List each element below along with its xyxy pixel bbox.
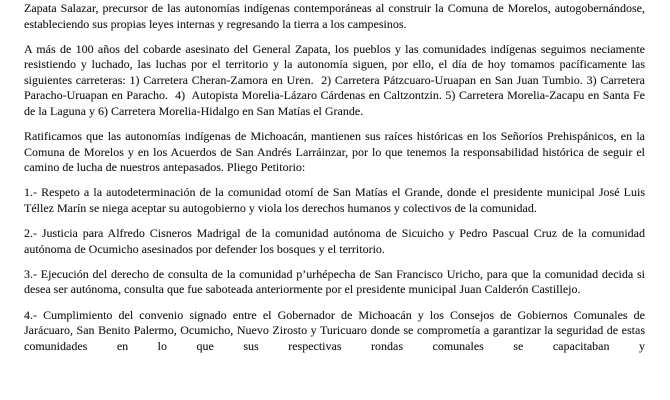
petition-item-4-convenio: 4.- Cumplimiento del convenio signado entre el Gobernador de Michoacán y los Consejos de Gobiernos Comunales de Jarácuaro, San Benito Palermo, Ocumicho, Nuevo Zirosto y Turicuaro donde se comprometía a garantizar la seguridad de estas comunidades en lo que sus respectivas rondas comunales se capacitaban y bbox=[24, 307, 645, 353]
petition-item-2-justicia: 2.- Justicia para Alfredo Cisneros Madrigal de la comunidad autónoma de Sicuicho y Pedro Pascual Cruz de la comunidad autónoma de Ocumicho asesinados por defender los bosques y el territorio. bbox=[24, 226, 645, 256]
paragraph-carreteras-tomadas: A más de 100 años del cobarde asesinato del General Zapata, los pueblos y las comunidades indígenas seguimos neciamente resistiendo y luchado, las luchas por el territorio y la autonomía siguen, por ello, el día de hoy tomamos pacíficamente las siguientes carreteras: 1) Carretera Cheran-Zamora en Uren. 2) Carretera Pátzcuaro-Uruapan en San Juan Tumbio. 3) Carretera Paracho-Uruapan en Paracho. 4) Autopista Morelia-Lázaro Cárdenas en Caltzontzin. 5) Carretera Morelia-Zacapu en Santa Fe de la Laguna y 6) Carretera Morelia-Hidalgo en San Matías el Grande. bbox=[24, 41, 645, 119]
paragraph-ratificamos-pliego-petitorio: Ratificamos que las autonomías indígenas de Michoacán, mantienen sus raíces históricas en los Señoríos Prehispánicos, en la Comuna de Morelos y en los Acuerdos de San Andrés Larráinzar, por lo que tenemos la responsabilidad histórica de seguir el camino de lucha de nuestros antepasados. Pliego Petitorio: bbox=[24, 129, 645, 175]
petition-item-3-consulta-uricho: 3.- Ejecución del derecho de consulta de la comunidad p’urhépecha de San Francisco Uricho, para que la comunidad decida si desea ser autónoma, consulta que fue saboteada anteriormente por el presidente municipal Juan Calderón Castillejo. bbox=[24, 266, 645, 297]
paragraph-zapata-salazar-continuation: Zapata Salazar, precursor de las autonomías indígenas contemporáneas al construir la Comuna de Morelos, autogobernándose, estableciendo sus propias leyes internas y regresando la tierra a los campesinos. bbox=[24, 1, 645, 31]
petition-item-1-san-matias: 1.- Respeto a la autodeterminación de la comunidad otomí de San Matías el Grande, donde el presidente municipal José Luis Téllez Marín se niega aceptar su autogobierno y viola los derechos humanos y colectivos de la comunidad. bbox=[24, 185, 645, 216]
